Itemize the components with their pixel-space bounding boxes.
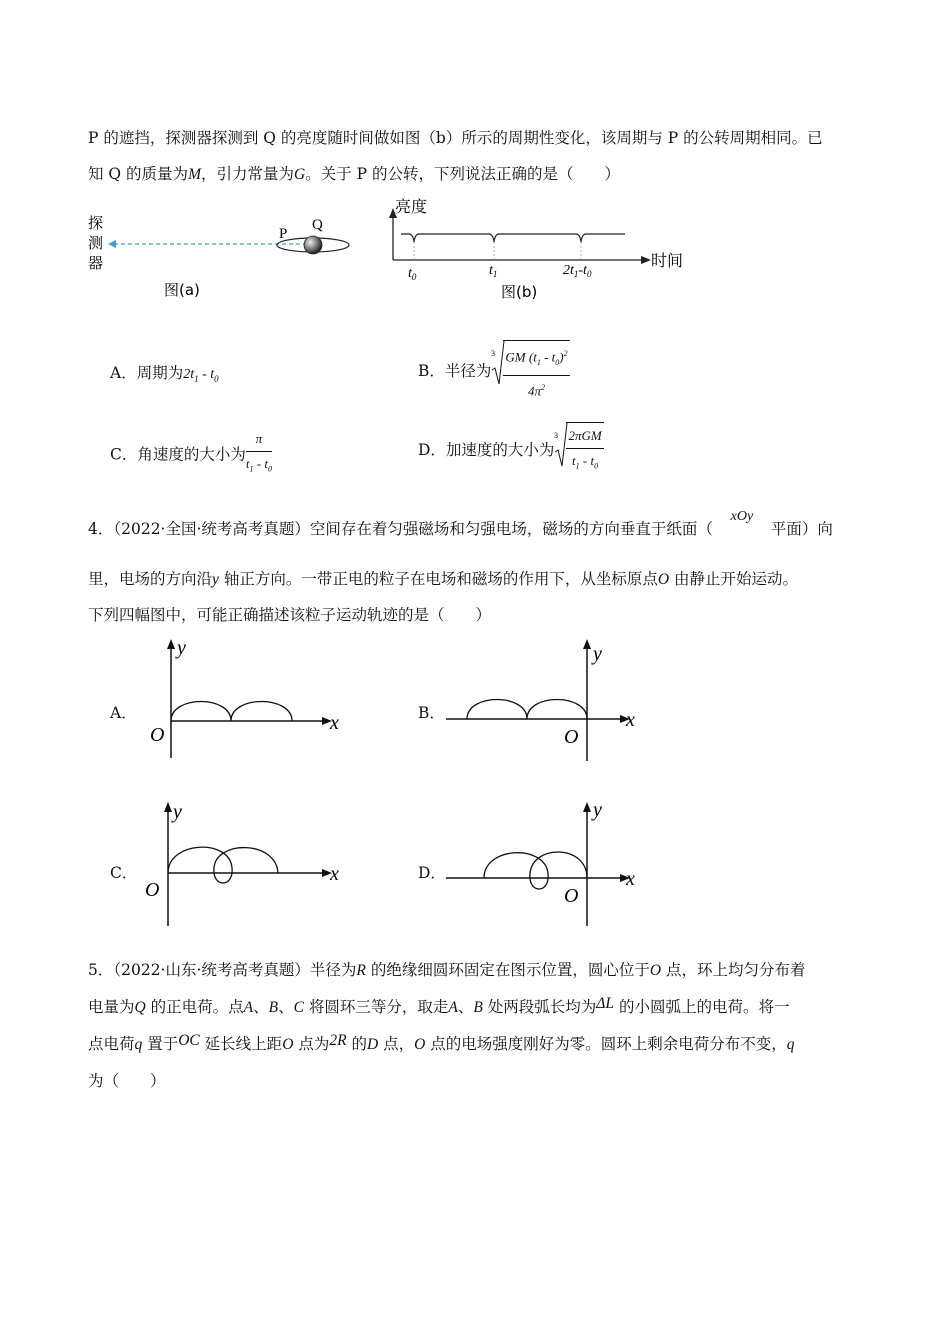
q5-text-line1 [88,959,805,982]
q4-option-d-label[interactable]: D． [418,864,446,882]
q4-line2-a: 里，电场的方向沿 [88,570,213,588]
svg-text:3: 3 [491,349,496,358]
q4-text-line3: 下列四幅图中，可能正确描述该粒子运动轨迹的是（ ） [88,606,492,624]
q3-line2-a: 知 Q 的质量为 [88,165,189,183]
q5-small-q-symbol-2: q [786,1036,795,1053]
q5-text-line2 [88,996,789,1019]
q3-text-line1: P 的遮挡，探测器探测到 Q 的亮度随时间做如图（b）所示的周期性变化，该周期与 P 的公转周期相同。已 [88,129,823,147]
y-label-brightness: 亮度 [395,197,428,216]
q3-figure-b [385,194,695,306]
q4-option-b-label[interactable]: B． [418,704,445,722]
q4-plane-symbol: xOy [730,509,754,524]
detector-label [88,214,103,272]
q4-graph-d[interactable] [440,796,650,930]
label-p: P [279,226,288,242]
q3-option-b[interactable] [418,340,570,402]
origin-label: O [564,885,579,907]
q5-sep1: 、 [253,998,269,1016]
q5-line3-c: 延长线上距 [199,1035,283,1053]
option-d-den: $t_1 - t_0$ [572,453,599,471]
q5-line3-a: 点电荷 [88,1035,135,1053]
q5-oc-symbol: OC [178,1032,200,1049]
q5-line3-g: 点的电场强度刚好为零。圆环上剩余电荷分布不变， [425,1035,787,1053]
origin-label: O [150,724,165,746]
q5-o-symbol-2: O [282,1036,294,1053]
q5-r-symbol: R [356,962,366,979]
cube-root-icon [554,422,568,468]
q4-text-line1 [88,509,833,542]
option-d-radical [554,422,603,478]
axis-x-label: x [626,868,635,890]
q5-line2-e: 的小圆弧上的电荷。将一 [614,998,790,1016]
q5-o-symbol: O [649,962,662,979]
q4-graph-b[interactable] [440,633,650,763]
q5-line2-c: 将圆环三等分，取走 [303,998,449,1016]
axis-x-label: x [330,712,339,734]
q5-a-symbol: A [243,999,254,1016]
tick-t1: $t_1$ [489,263,498,279]
axis-y-label: y [593,799,602,821]
q5-line3-f: 点， [378,1035,415,1053]
q5-c-symbol: C [293,999,304,1016]
q5-d-symbol: D [366,1036,379,1053]
q3-figure-a [84,208,364,308]
q5-sep3: 、 [457,998,474,1016]
axis-y-label: y [593,643,602,665]
q5-line3-e: 的 [346,1035,367,1053]
q5-small-q-symbol: q [134,1036,143,1053]
q3-option-c[interactable] [110,428,272,481]
q4-option-a-label[interactable]: A． [110,704,137,722]
q5-line3-d: 点为 [293,1035,330,1053]
q3-line2-c: 。关于 P 的公转，下列说法正确的是（ ） [305,165,620,183]
cube-root-icon [491,340,505,386]
svg-text:器: 器 [88,254,104,272]
q4-graph-c[interactable] [140,796,350,930]
tick-t0: $t_0$ [408,266,417,282]
q5-text-line3 [88,1033,795,1056]
q5-2r-symbol: 2R [329,1032,347,1049]
q4-line2-b: 轴正方向。一带正电的粒子在电场和磁场的作用下，从坐标原点 [218,570,658,588]
q5-line1-a: 5．（2022·山东·统考高考真题）半径为 [88,961,357,979]
x-arrow-icon [641,256,651,264]
svg-text:探: 探 [88,214,104,232]
q5-text-line4: 为（ ） [88,1072,166,1090]
tick-2t1-t0: $2t_1-t_0$ [563,263,592,279]
origin-label: O [145,879,160,901]
option-c-den: $t_1 - t_0$ [245,456,272,474]
q3-text-line2 [88,163,620,186]
x-label-time: 时间 [651,251,684,270]
q5-line2-a: 电量为 [88,998,135,1016]
caption-a: 图(a) [164,281,200,299]
q5-line1-c: 点，环上均匀分布着 [661,961,806,979]
q5-delta-l-symbol: ΔL [596,995,615,1012]
svg-text:3: 3 [554,431,559,440]
q5-line3-b: 置于 [142,1035,179,1053]
q5-o-symbol-3: O [414,1036,426,1053]
option-c-fraction [246,428,272,481]
star-q [304,236,322,254]
q4-graph-a[interactable] [140,633,350,763]
axis-y-label: y [173,801,182,823]
trajectory [168,847,278,883]
q5-q-symbol: Q [134,999,146,1016]
q5-line2-b: 的正电荷。点 [145,998,244,1016]
option-b-label: B．半径为 [418,362,492,381]
option-c-label: C．角速度的大小为 [110,445,246,464]
q4-line1: 4．（2022·全国·统考高考真题）空间存在着匀强磁场和匀强电场，磁场的方向垂直于纸面（ [88,520,713,538]
q4-o-symbol: O [657,571,670,588]
axis-x-label: x [626,709,635,731]
option-b-radical [491,340,569,402]
caption-b: 图(b) [501,283,538,301]
option-d-label: D．加速度的大小为 [418,440,555,459]
q3-mass-symbol: M [188,166,201,183]
q4-option-c-label[interactable]: C． [110,864,138,882]
q3-option-d[interactable] [418,422,604,478]
q5-a-symbol-2: A [448,999,458,1016]
q4-line2-c: 由静止开始运动。 [669,570,798,588]
label-q: Q [312,217,323,233]
origin-label: O [564,726,579,748]
trajectory [171,702,292,722]
q5-b-symbol-2: B [473,999,483,1016]
q4-line1-end: 平面）向 [770,520,833,538]
brightness-curve [401,234,625,242]
q3-gravity-symbol: G [294,166,306,183]
option-b-den: $4\pi^2$ [528,382,546,399]
option-c-num: π [246,428,272,452]
q5-b-symbol: B [268,999,279,1016]
q5-line2-d: 处两段弧长均为 [482,998,597,1016]
q3-line2-b: ，引力常量为 [200,165,294,183]
trajectory [467,700,587,720]
option-a-expr: $2t_1 - t_0$ [183,367,219,384]
svg-text:测: 测 [88,234,104,252]
q4-y-symbol: y [212,571,219,588]
option-d-num: 2πGM [566,425,603,449]
axis-y-label: y [177,637,186,659]
option-a-label: A．周期为 [110,364,184,382]
q4-text-line2 [88,568,798,591]
axis-x-label: x [330,863,339,885]
arrow-head-icon [108,240,116,248]
trajectory [484,852,587,889]
q5-line1-b: 的绝缘细圆环固定在图示位置，圆心位于 [365,961,650,979]
q3-option-a[interactable] [110,362,219,390]
q5-sep2: 、 [278,998,294,1016]
option-b-num: GM $(t_1 - t_0)^2$ [503,343,569,376]
